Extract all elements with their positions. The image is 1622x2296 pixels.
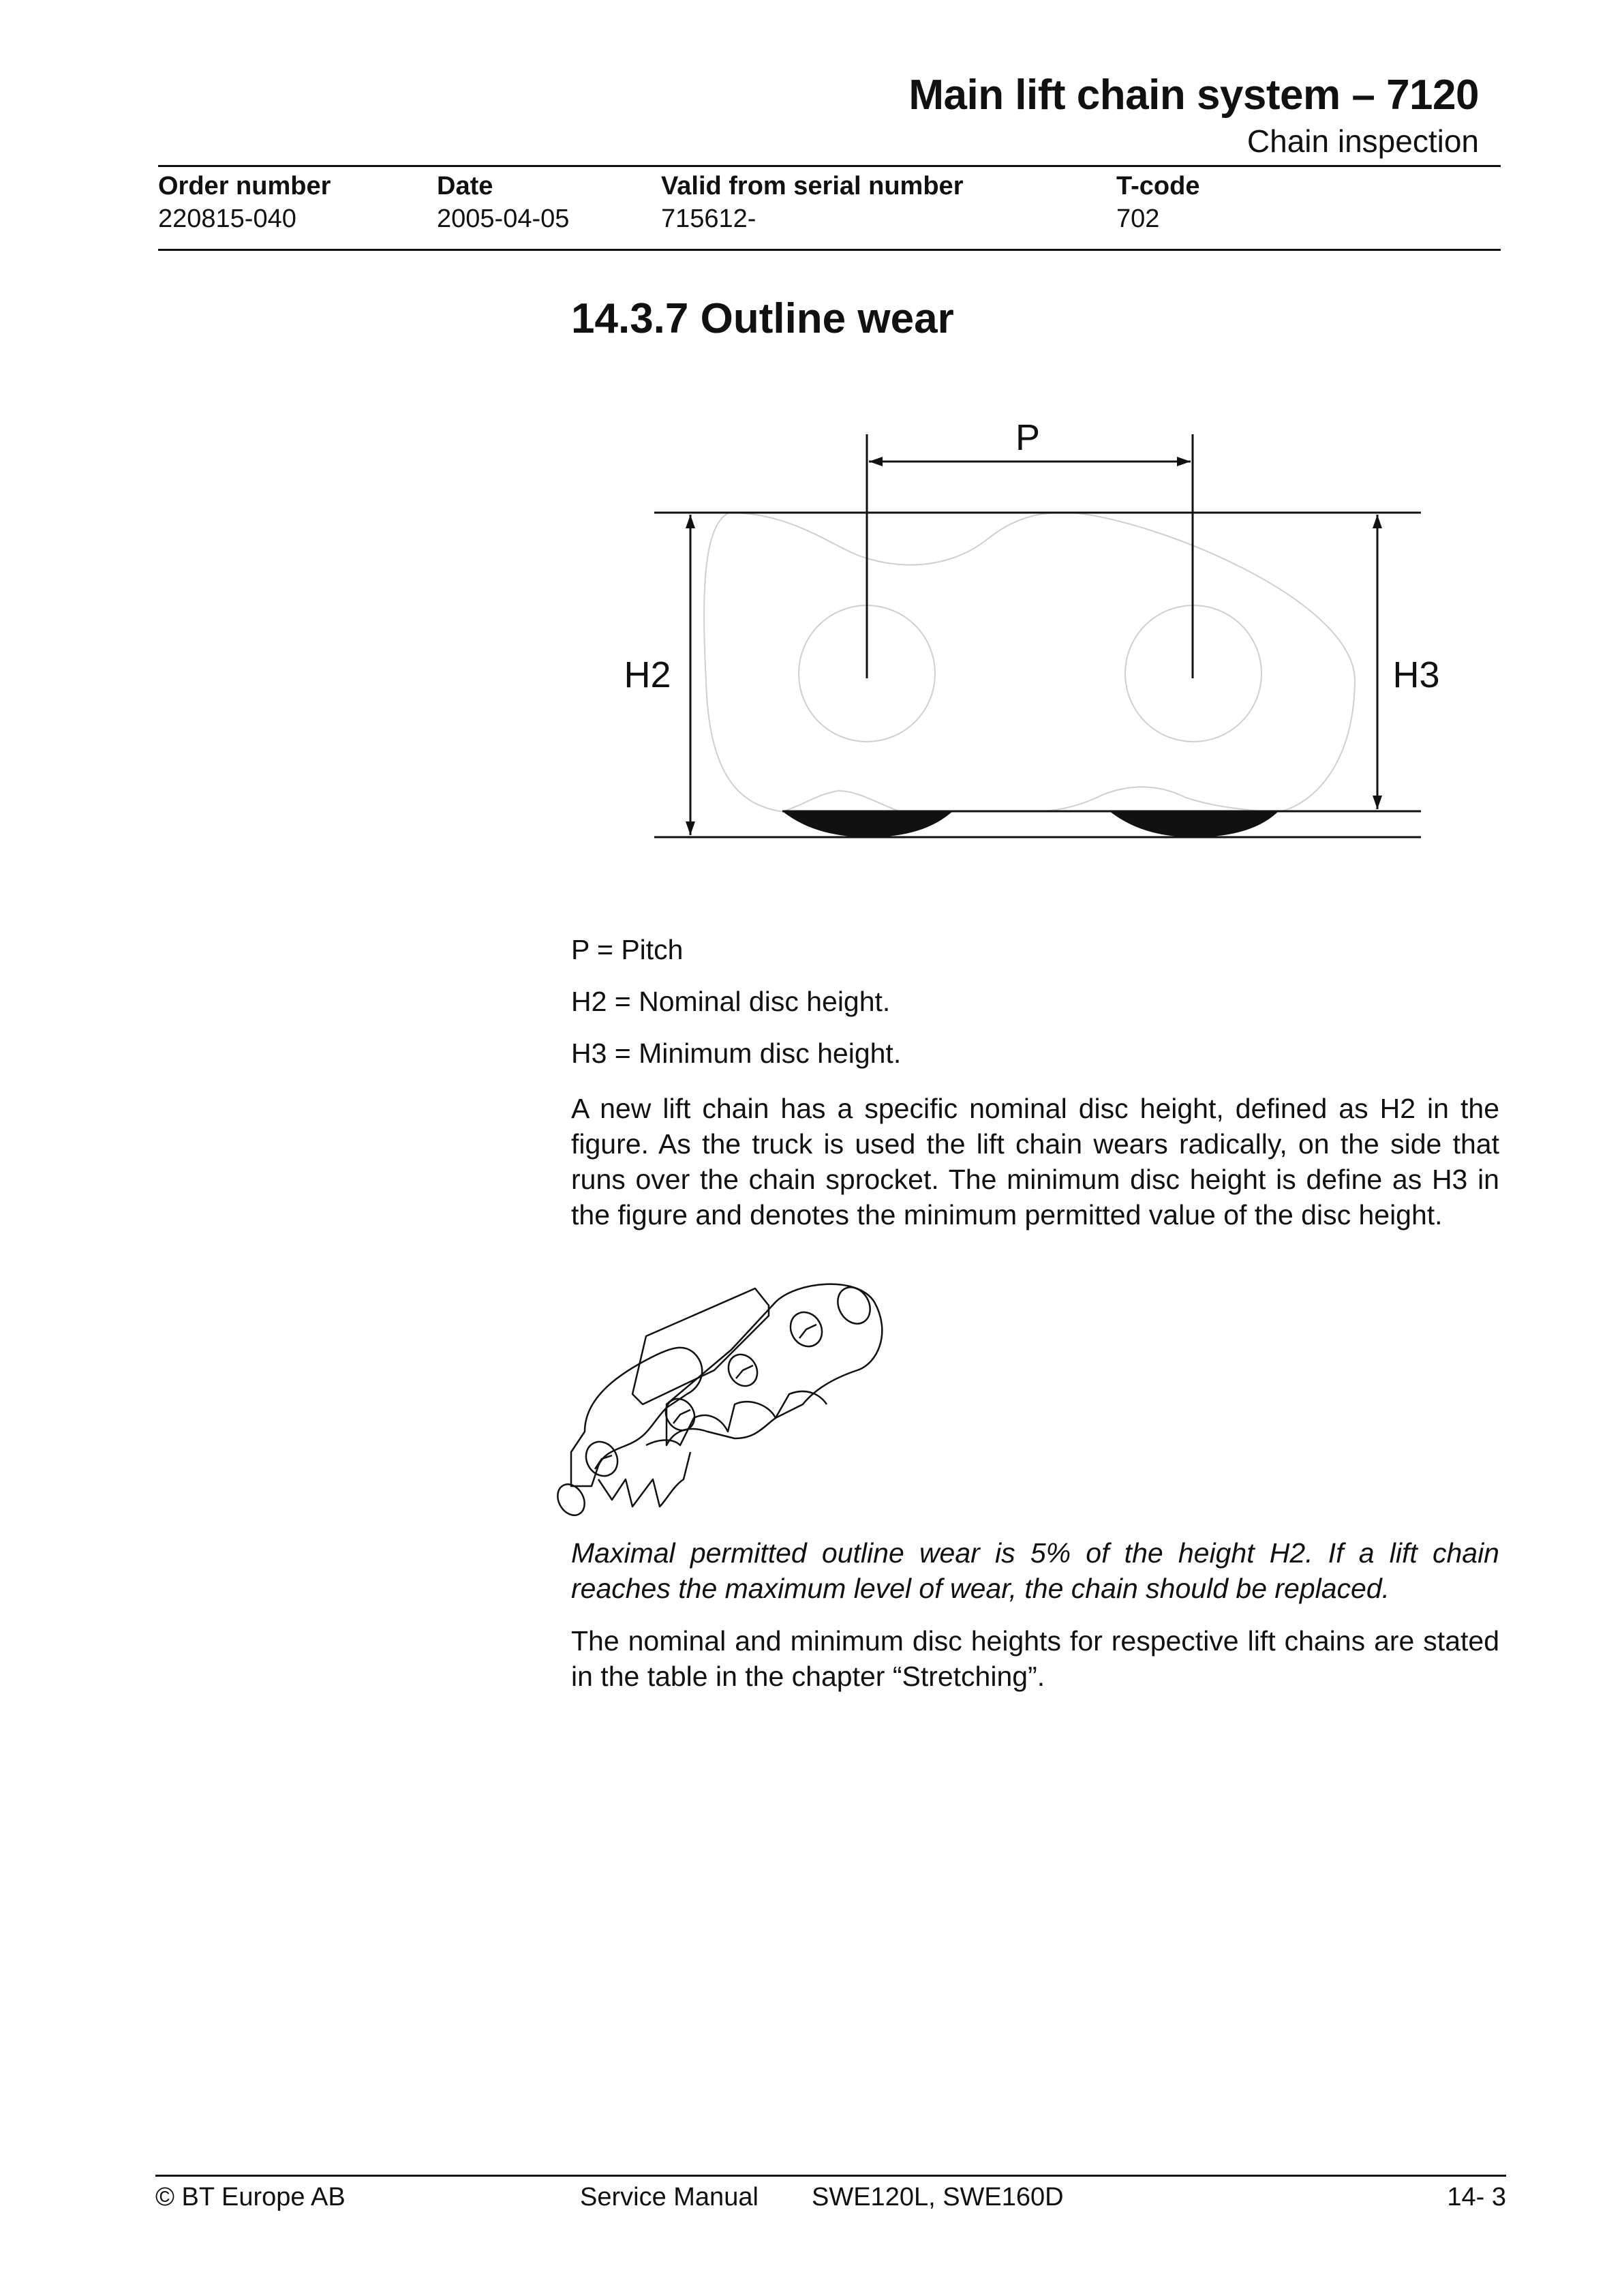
h3-arrowhead-top <box>1373 515 1382 528</box>
h2-arrowhead-bottom <box>686 821 695 835</box>
h2-label: H2 <box>624 654 671 695</box>
lift-chain-illustration <box>571 1275 1007 1534</box>
t-code-value: 702 <box>1116 205 1160 233</box>
date-label: Date <box>437 172 493 200</box>
h3-label: H3 <box>1392 654 1440 695</box>
footer-models: SWE120L, SWE160D <box>812 2183 1064 2211</box>
right-wear-area <box>1110 811 1279 837</box>
chain-link-plate <box>667 1284 882 1445</box>
left-wear-area <box>782 811 953 837</box>
order-number-label: Order number <box>158 172 331 200</box>
serial-number-label: Valid from serial number <box>661 172 964 200</box>
footer-manual: Service Manual <box>580 2183 759 2211</box>
legend-h2: H2 = Nominal disc height. <box>571 986 891 1017</box>
h3-arrowhead-bottom <box>1373 796 1382 809</box>
section-heading: 14.3.7 Outline wear <box>571 295 954 342</box>
wear-limit-note: Maximal permitted outline wear is 5% of the height H2. If a lift chain reaches the maximum level of wear, the chain should be replaced. <box>571 1537 1499 1604</box>
link-outline <box>704 513 1355 811</box>
footer-copyright: © BT Europe AB <box>155 2183 346 2211</box>
pitch-label: P <box>1015 417 1041 458</box>
pitch-arrowhead-right <box>1177 457 1191 466</box>
page-title: Main lift chain system – 7120 <box>908 72 1479 119</box>
chain-bar-plate <box>632 1288 769 1404</box>
date-value: 2005-04-05 <box>437 205 570 233</box>
description-paragraph: A new lift chain has a specific nominal disc height, defined as H2 in the figure. As the truck is used the lift chain wears radically, on the side that runs over the chain sprocket. The minimum disc height is define as H3 in the figure and denotes the minimum permitted value of the disc height. <box>571 1093 1499 1230</box>
page-subtitle: Chain inspection <box>1246 123 1479 159</box>
closing-paragraph: The nominal and minimum disc heights for respective lift chains are stated in the table in the chapter “Stretching”. <box>571 1625 1499 1692</box>
outline-wear-diagram <box>0 0 1622 886</box>
footer-rule <box>155 2175 1506 2177</box>
pitch-arrowhead-left <box>869 457 883 466</box>
legend-h3: H3 = Minimum disc height. <box>571 1038 902 1069</box>
legend-pitch: P = Pitch <box>571 934 684 965</box>
chain-pin <box>831 1282 876 1329</box>
chain-link-plate <box>571 1348 702 1486</box>
h2-arrowhead-top <box>686 515 695 528</box>
order-number-value: 220815-040 <box>158 205 296 233</box>
footer-page-number: 14- 3 <box>1447 2183 1506 2211</box>
t-code-label: T-code <box>1116 172 1200 200</box>
serial-number-value: 715612- <box>661 205 756 233</box>
chain-lower-plate <box>598 1452 690 1507</box>
